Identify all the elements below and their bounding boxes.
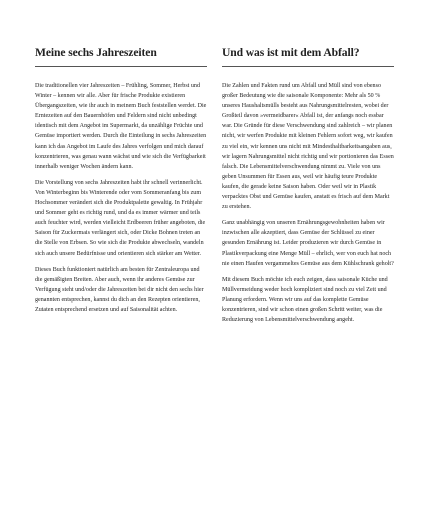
paragraph: Dieses Buch funktioniert natürlich am besten für Zentraleuropa und die gemäßigten Breiten. Aber auch, wenn ihr anderes Gemüse zur Verfügung steht und/oder die Jahreszeiten bei dir nicht den sechs hier genannten entsprechen, kannst du dich an den Rezepten orientieren, Zutaten entsprechend ersetzen und auf Saisonalität achten. bbox=[35, 266, 204, 313]
paragraph: Die traditionellen vier Jahreszeiten – Frühling, Sommer, Herbst und Winter – kennen wir alle. Aber für frische Produkte existieren Übergangszeiten, wie ihr auch in meinem Buch feststellen werdet. Die Erntezeiten auf den Bauernhöfen und Feldern sind nicht unbedingt identisch mit dem Angebot im Supermarkt, da unzählige Früchte und Gemüse importiert werden. Durch die Einteilung in sechs Jahreszeiten kann ich das Angebot im Laufe des Jahres verfolgen und mich darauf konzentrieren, was genau wann wächst und wie sich die Verfügbarkeit innerhalb weniger Wochen ändern kann. bbox=[35, 83, 207, 170]
paragraph: Die Vorstellung von sechs Jahreszeiten habt ihr schnell verinnerlicht. Von Winterbeginn bis Winterende oder vom Sommeranfang bis zum Hochsommer verändert sich die Produktpalette gewaltig. In Frühjahr und Sommer geht es richtig rund, und da es immer wärmer und teils auch feuchter wird, werden vielleicht Erdbeeren früher angeboten, die Saison für Zuckermais verlängert sich, oder Dicke Bohnen treten an die Stelle von Erbsen. So wie sich die Produkte abwechseln, wandeln sich auch unsere Bedürfnisse und orientieren sich stärker am Wetter. bbox=[35, 179, 206, 257]
right-column-text bbox=[222, 81, 394, 325]
left-column-text bbox=[35, 81, 207, 315]
heading-waste: Und was ist mit dem Abfall? bbox=[222, 46, 394, 67]
heading-seasons: Meine sechs Jahreszeiten bbox=[35, 46, 207, 67]
paragraph: Ganz unabhängig von unseren Ernährungsgewohnheiten haben wir inzwischen alle akzeptiert, dass Gemüse der Schlüssel zu einer gesunden Ernährung ist. Leider produzieren wir durch Gemüse in Plastikverpackung eine Menge Müll – ehrlich, wer von euch hat noch nie einen Haufen vergammeltes Gemüse aus dem Kühlschrank geholt? bbox=[222, 220, 394, 267]
right-column bbox=[222, 46, 394, 331]
paragraph: Mit diesem Buch möchte ich euch zeigen, dass saisonale Küche und Müllvermeidung weder hoch kompliziert sind noch zu viel Zeit und Planung erfordern. Wenn wir uns auf das komplette Gemüse konzentrieren, sind wir schon einen großen Schritt weiter, was die Reduzierung von Lebensmittelverschwendung angeht. bbox=[222, 276, 388, 324]
paragraph: Die Zahlen und Fakten rund um Abfall und Müll sind von ebenso großer Bedeutung wie die saisonale Komponente: Mehr als 50 % unseres Haushaltsmülls besteht aus Nahrungsmittelresten, wobei der Großteil davon »vermeidbarer« Abfall ist, der anfangs noch essbar war. Die Gründe für diese Verschwendung sind zahlreich – wir planen nicht, wir werfen Produkte mit kleinen Fehlern sofort weg, wir kaufen zu viel ein, wir kennen uns nicht mit Mindesthaltbarkeitsangaben aus, wir lagern Nahrungsmittel nicht richtig und wir portionieren das Essen falsch. Die Lebensmittelverschwendung nimmt zu. Viele von uns geben Unsummen für Essen aus, weil wir häufig teure Produkte kaufen, die gerade keine Saison haben. Oder weil wir in Plastik verpacktes Obst und Gemüse kaufen, anstatt es frisch auf dem Markt zu erstehen. bbox=[222, 83, 394, 211]
left-column bbox=[35, 46, 207, 321]
